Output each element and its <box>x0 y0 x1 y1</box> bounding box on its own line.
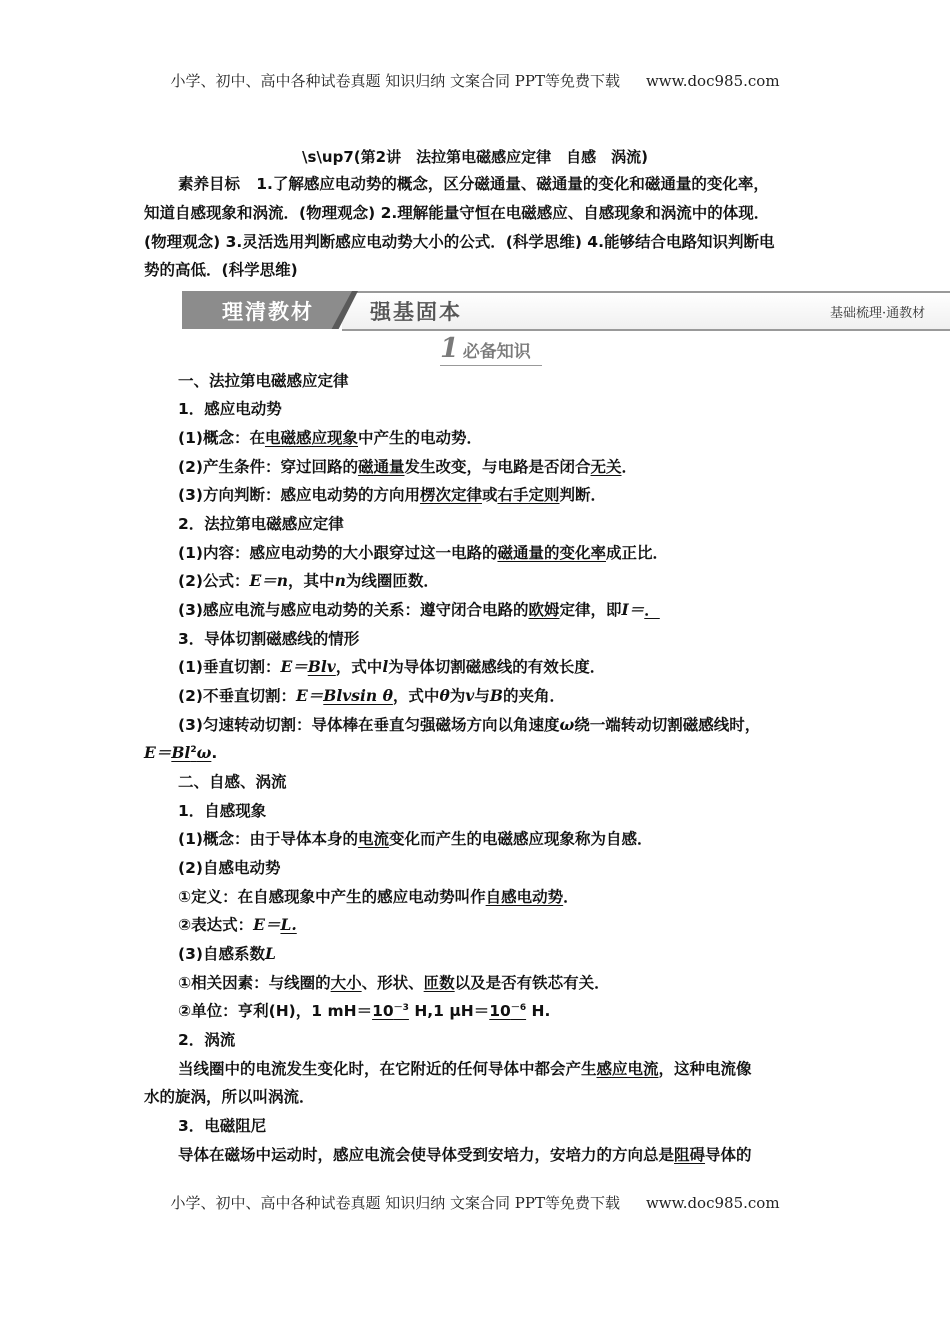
banner-side-text: 基础梳理·通教材 <box>830 306 926 321</box>
heading-1: 一、法拉第电磁感应定律 <box>178 372 349 390</box>
goals-line-1: 素养目标 1.了解感应电动势的概念，区分磁通量、磁通量的变化和磁通量的变化率， <box>178 175 769 193</box>
para-unit: ②单位：亨利(H)，1 $mH=10^{-3}$ H,1 $\mu H=10^{-6}$ H. <box>178 1002 551 1020</box>
section-heading <box>440 333 531 364</box>
para-formula: (2)公式：E＝n，其中n为线圈匝数． <box>178 571 439 590</box>
heading-2: 二、自感、涡流 <box>178 773 287 791</box>
subheading-2: 2．法拉第电磁感应定律 <box>178 515 344 533</box>
para-direction: (3)方向判断：感应电动势的方向用楞次定律或右手定则判断． <box>178 486 607 504</box>
header-url[interactable]: www.doc985.com <box>645 72 780 90</box>
subheading-6: 3．电磁阻尼 <box>178 1117 267 1135</box>
para-coefficient: (3)自感系数L <box>178 944 276 963</box>
section-banner <box>182 291 950 329</box>
subheading-3: 3．导体切割磁感线的情形 <box>178 630 360 648</box>
page-header <box>0 70 950 91</box>
para-content: (1)内容：感应电动势的大小跟穿过这一电路的磁通量的变化率成正比． <box>178 544 668 562</box>
goals-line-4: 势的高低．(科学思维) <box>144 261 298 279</box>
para-oblique: (2)不垂直切割：E＝Blvsin θ，式中θ为v与B的夹角． <box>178 686 565 705</box>
header-text: 小学、初中、高中各种试卷真题 知识归纳 文案合同 PPT等免费下载 <box>170 72 620 90</box>
para-definition: ①定义：在自感现象中产生的感应电动势叫作自感电动势． <box>178 888 579 906</box>
subheading-5: 2．涡流 <box>178 1031 236 1049</box>
para-self-induction: (1)概念：由于导体本身的电流变化而产生的电磁感应现象称为自感． <box>178 830 653 848</box>
para-concept: (1)概念：在电磁感应现象中产生的电动势． <box>178 429 482 447</box>
para-damping: 导体在磁场中运动时，感应电流会使导体受到安培力，安培力的方向总是阻碍导体的 <box>178 1146 752 1164</box>
para-rotation-formula: $E=Bl^2\omega$. <box>144 743 218 762</box>
para-ohm: (3)感应电流与感应电动势的关系：遵守闭合电路的欧姆定律，即I＝． <box>178 600 660 619</box>
para-expression: ②表达式：E＝L. <box>178 915 297 934</box>
banner-right-text: 强基固本 <box>370 300 462 324</box>
section-underline <box>440 365 542 366</box>
subheading-4: 1．自感现象 <box>178 802 267 820</box>
para-condition: (2)产生条件：穿过回路的磁通量发生改变，与电路是否闭合无关． <box>178 458 638 476</box>
para-factors: ①相关因素：与线圈的大小、形状、匝数以及是否有铁芯有关． <box>178 974 610 992</box>
section-label: 必备知识 <box>462 342 531 362</box>
para-self-emf: (2)自感电动势 <box>178 859 281 877</box>
banner-left-text: 理清教材 <box>222 300 314 324</box>
page-footer <box>0 1192 950 1213</box>
goals-line-2: 知道自感现象和涡流．(物理观念) 2.理解能量守恒在电磁感应、自感现象和涡流中的体现． <box>144 204 770 222</box>
para-rotation: (3)匀速转动切割：导体棒在垂直匀强磁场方向以角速度ω绕一端转动切割磁感线时， <box>178 715 761 734</box>
goals-label: 素养目标 <box>178 175 241 193</box>
para-perpendicular: (1)垂直切割：E＝Blv，式中l为导体切割磁感线的有效长度． <box>178 657 606 676</box>
footer-text: 小学、初中、高中各种试卷真题 知识归纳 文案合同 PPT等免费下载 <box>170 1194 620 1212</box>
para-eddy-2: 水的旋涡，所以叫涡流． <box>144 1088 315 1106</box>
para-eddy-1: 当线圈中的电流发生变化时，在它附近的任何导体中都会产生感应电流，这种电流像 <box>178 1060 752 1078</box>
subheading-1: 1．感应电动势 <box>178 400 282 418</box>
lesson-title: \s\up7(第2讲 法拉第电磁感应定律 自感 涡流) <box>302 148 648 166</box>
footer-url[interactable]: www.doc985.com <box>645 1194 780 1212</box>
section-number: 1 <box>440 333 459 364</box>
goals-line-3: (物理观念) 3.灵活选用判断感应电动势大小的公式．(科学思维) 4.能够结合电路知识判断电 <box>144 233 775 251</box>
